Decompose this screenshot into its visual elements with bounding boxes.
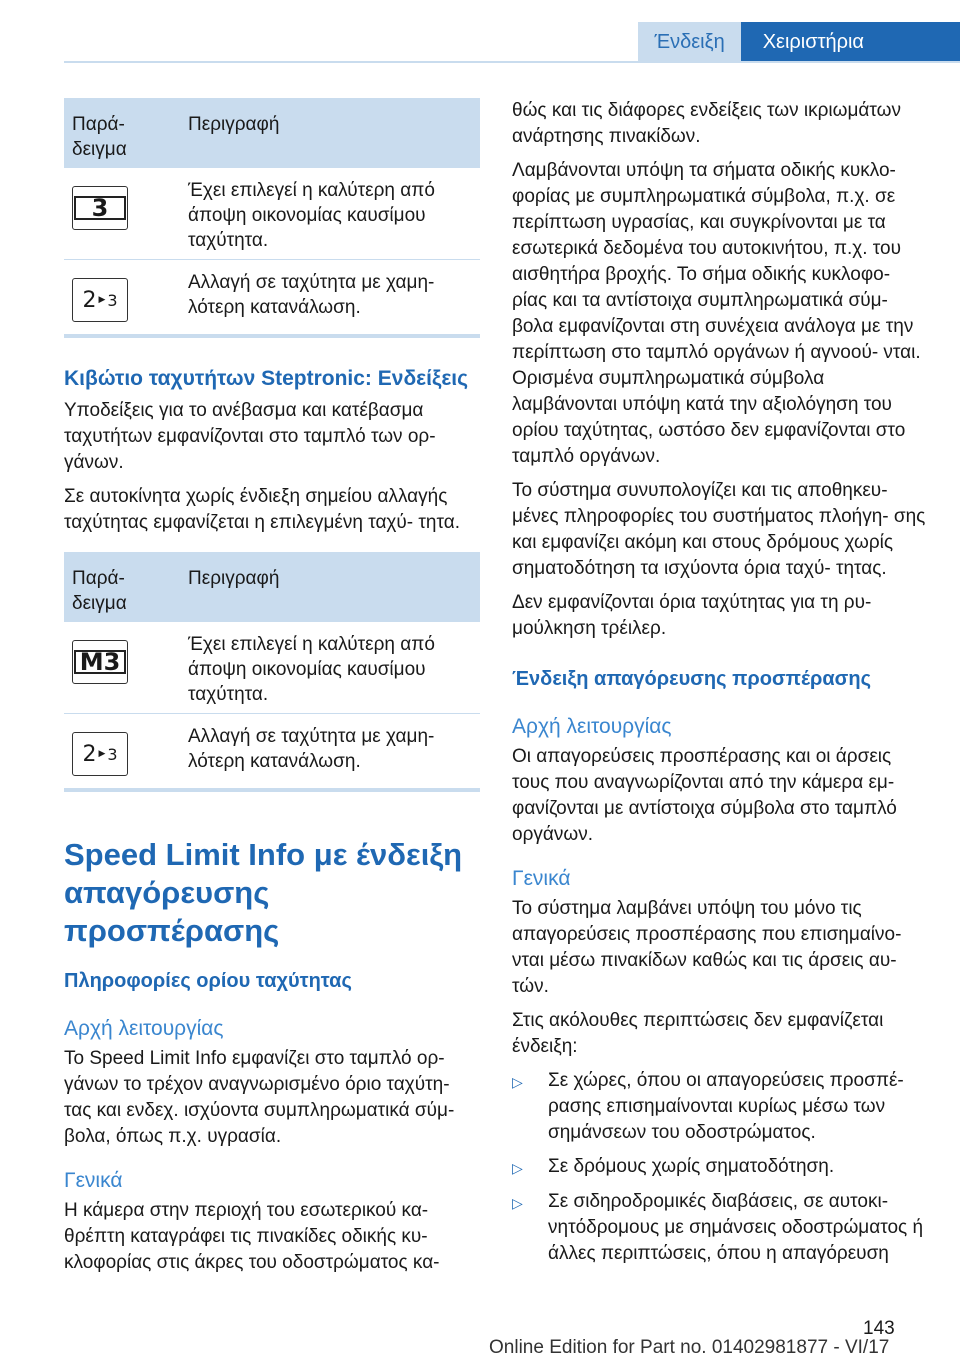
table-header bbox=[64, 98, 480, 168]
general-text: Η κάμερα στην περιοχή του εσωτερικού κα- θρέπτη καταγράφει τις πινακίδες οδικής κυ- κλοφορίας στις άκρες του οδοστρώματος κα- bbox=[64, 1200, 440, 1273]
row-description: Αλλαγή σε ταχύτητα με χαμη- λότερη κατανάλωση. bbox=[188, 726, 435, 772]
list-item bbox=[512, 1154, 928, 1181]
speed-limit-subtitle: Πληροφορίες ορίου ταχύτητας bbox=[64, 970, 352, 992]
gear-from: 2 bbox=[82, 741, 97, 767]
list-item bbox=[512, 1068, 928, 1146]
gear-table-2 bbox=[64, 552, 480, 792]
left-column bbox=[64, 98, 480, 1276]
principle-heading: Αρχή λειτουργίας bbox=[512, 715, 672, 738]
gear-to: 3 bbox=[107, 744, 118, 764]
bullet-triangle-icon: ▷ bbox=[512, 1160, 523, 1176]
gear-from: 2 bbox=[82, 287, 97, 313]
shift-hint-icon bbox=[72, 278, 128, 322]
tab-controls[interactable]: Χειριστήρια bbox=[741, 22, 960, 62]
header-example: Παρά- δειγμα bbox=[72, 114, 127, 160]
top-navigation bbox=[638, 22, 960, 62]
shift-arrow-icon: ▶ bbox=[98, 295, 106, 305]
general-heading: Γενικά bbox=[512, 867, 571, 890]
table-header bbox=[64, 552, 480, 622]
row-description: Έχει επιλεγεί η καλύτερη από άποψη οικονομίας καυσίμου ταχύτητα. bbox=[188, 180, 435, 251]
gear-display-icon bbox=[72, 640, 128, 684]
list-item-text: Σε δρόμους χωρίς σηματοδότηση. bbox=[548, 1156, 835, 1177]
header-description: Περιγραφή bbox=[188, 114, 280, 135]
no-passing-heading: Ένδειξη απαγόρευσης προσπέρασης bbox=[512, 668, 871, 690]
row-description: Έχει επιλεγεί η καλύτερη από άποψη οικονομίας καυσίμου ταχύτητα. bbox=[188, 634, 435, 705]
gear-symbol: M3 bbox=[74, 650, 126, 674]
edition-footer: Online Edition for Part no. 01402981877 - VI/17 bbox=[489, 1337, 890, 1358]
table-row bbox=[64, 622, 480, 714]
principle-heading: Αρχή λειτουργίας bbox=[64, 1017, 224, 1040]
general-heading: Γενικά bbox=[64, 1169, 123, 1192]
gear-table-1 bbox=[64, 98, 480, 338]
right-paragraph-3: Το σύστημα συνυπολογίζει και τις αποθηκευ- μένες πληροφορίες του συστήματος πλοήγη- σης και εμφανίζει ακόμη και στους δρόμους χωρίς σηματοδότηση τα ισχύοντα όρια ταχύ- τητας. bbox=[512, 480, 926, 579]
speed-limit-title: Speed Limit Info με ένδειξη απαγόρευσης προσπέρασης bbox=[64, 837, 463, 948]
gear-to: 3 bbox=[107, 290, 118, 310]
table-row bbox=[64, 714, 480, 788]
general-text-1: Το σύστημα λαμβάνει υπόψη του μόνο τις απαγορεύσεις προσπέρασης που επισημαίνο- νται μέσω πινακίδων καθώς και τις άρσεις αυ- τών. bbox=[512, 898, 902, 997]
header-divider bbox=[64, 61, 960, 63]
tab-indication[interactable]: Ένδειξη bbox=[638, 22, 740, 62]
right-paragraph-1: θώς και τις διάφορες ενδείξεις των ικριωμάτων ανάρτησης πινακίδων. bbox=[512, 100, 901, 147]
bullet-triangle-icon: ▷ bbox=[512, 1195, 523, 1211]
shift-hint-icon bbox=[72, 732, 128, 776]
steptronic-paragraph-2: Σε αυτοκίνητα χωρίς ένδιεξη σημείου αλλαγής ταχύτητας εμφανίζεται η επιλεγμένη ταχύ- τητα. bbox=[64, 486, 460, 533]
header-example: Παρά- δειγμα bbox=[72, 568, 127, 614]
right-paragraph-4: Δεν εμφανίζονται όρια ταχύτητας για τη ρυ- μούλκηση τρέιλερ. bbox=[512, 592, 872, 639]
row-description: Αλλαγή σε ταχύτητα με χαμη- λότερη κατανάλωση. bbox=[188, 272, 435, 318]
shift-arrow-icon: ▶ bbox=[98, 749, 106, 759]
gear-display-icon bbox=[72, 186, 128, 230]
principle-text: Οι απαγορεύσεις προσπέρασης και οι άρσεις τους που αναγνωρίζονται από την κάμερα εμ- φανίζονται με αντίστοιχα σύμβολα στο ταμπλό οργάνων. bbox=[512, 746, 897, 845]
steptronic-heading: Κιβώτιο ταχυτήτων Steptronic: Ενδείξεις bbox=[64, 367, 469, 390]
list-item bbox=[512, 1189, 928, 1267]
bullet-triangle-icon: ▷ bbox=[512, 1074, 523, 1090]
page-number: 143 bbox=[863, 1318, 895, 1339]
right-paragraph-2: Λαμβάνονται υπόψη τα σήματα οδικής κυκλο- φορίας με συμπληρωματικά σύμβολα, π.χ. σε περίπτωση υγρασίας, και συγκρίνονται με τα εσωτερικά δεδομένα του αυτοκινήτου, π.χ. του αισθητήρα βροχής. Το σήμα οδικής κυκλοφο- ρίας και τα αντίστοιχα συμπληρωματικά σύμ- βολα εμφανίζονται στη συνέχεια ανάλογα με την περίπτωση στο ταμπλό οργάνων ή αγνοού- νται. Ορισμένα συμπληρωματικά σύμβολα λαμβάνονται υπόψη κατά την αξιολόγηση του ορίου ταχύτητας, ωστόσο δεν εμφανίζονται στο ταμπλό οργάνων. bbox=[512, 160, 921, 467]
table-row bbox=[64, 260, 480, 334]
general-text-2: Στις ακόλουθες περιπτώσεις δεν εμφανίζεται ένδειξη: bbox=[512, 1010, 884, 1057]
gear-symbol: 3 bbox=[74, 196, 126, 220]
header-description: Περιγραφή bbox=[188, 568, 280, 589]
steptronic-paragraph-1: Υποδείξεις για το ανέβασμα και κατέβασμα ταχυτήτων εμφανίζονται στο ταμπλό των ορ- γάνων. bbox=[64, 400, 436, 473]
list-item-text: Σε χώρες, όπου οι απαγορεύσεις προσπέ- ρασης επισημαίνονται κυρίως μέσω των σημάνσεων του οδοστρώματος. bbox=[548, 1070, 904, 1143]
list-item-text: Σε σιδηροδρομικές διαβάσεις, σε αυτοκι- νητόδρομους με σημάνσεις οδοστρώματος ή άλλες περιπτώσεις, όπου η απαγόρευση bbox=[548, 1191, 924, 1264]
right-column bbox=[512, 98, 928, 1267]
exceptions-list bbox=[512, 1068, 928, 1267]
principle-text: Το Speed Limit Info εμφανίζει στο ταμπλό ορ- γάνων το τρέχον αναγνωρισμένο όριο ταχύτη- τας και ενδεχ. ισχύοντα συμπληρωματικά σύμ- βολα, όπως π.χ. υγρασία. bbox=[64, 1048, 455, 1147]
table-row bbox=[64, 168, 480, 260]
